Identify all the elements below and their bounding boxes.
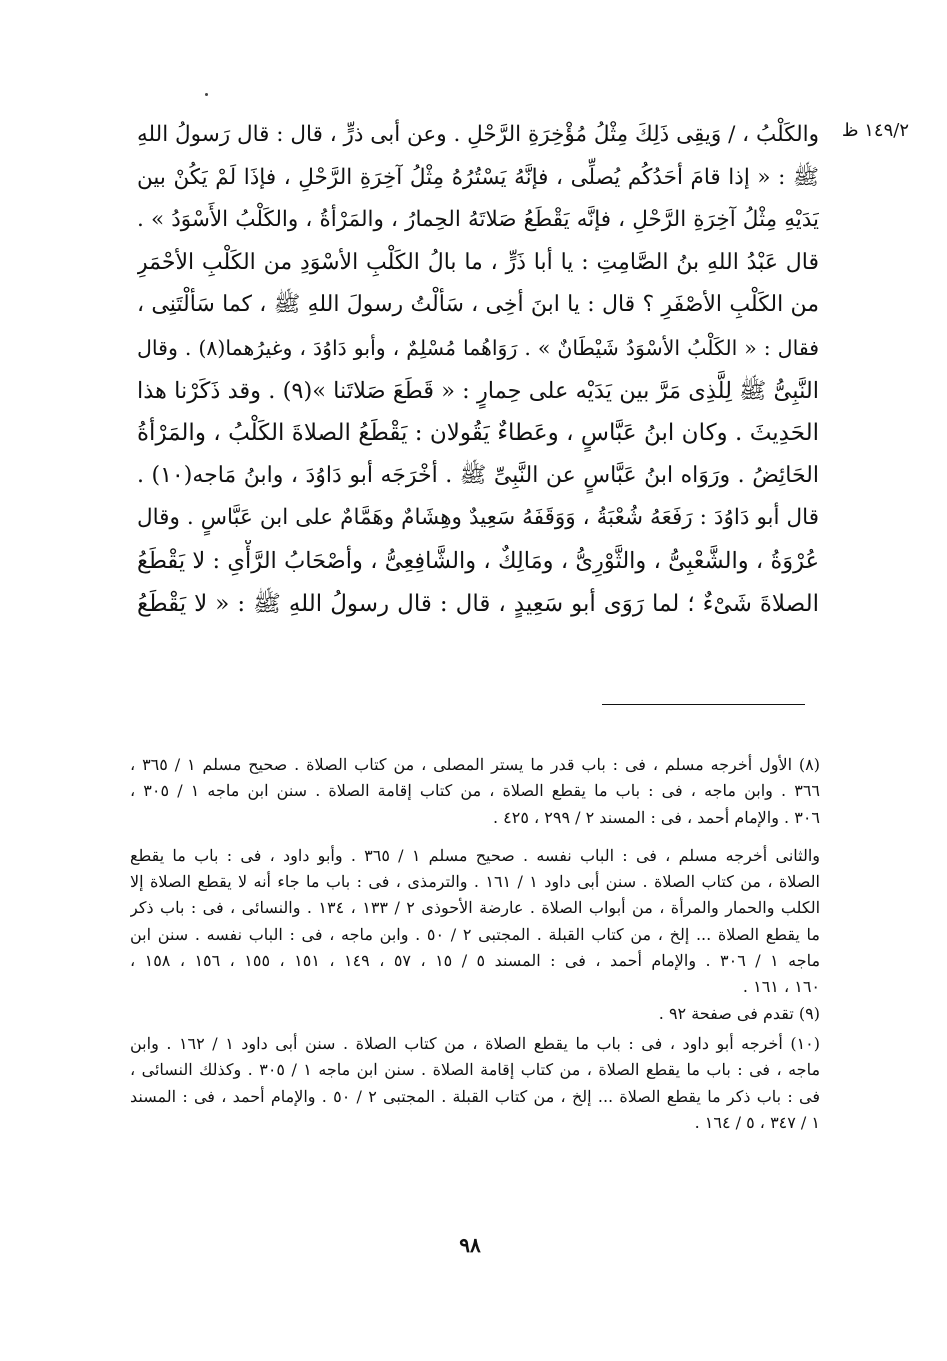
footnote-line: (١٠) أخرجه أبو داود ، فى : باب ما يقطع الصلاة ، من كتاب الصلاة . سنن أبى داود ١ / ١٦٢ . وابن bbox=[130, 1033, 820, 1053]
footnote-spacer bbox=[130, 831, 820, 843]
body-line: قال أبو دَاوُدَ : رَفَعَهُ شُعْبَةُ ، وَوَقَفَهُ سَعِيدٌ وهِشَامٌ وهَمَّامٌ على ابن عَبَّاسٍ . وقال bbox=[137, 505, 819, 531]
body-line: فقال : « الكَلْبُ الأسْوَدُ شَيْطَانٌ » . رَوَاهُما مُسْلِمٌ ، وأبو دَاوُدَ ، وغيرُهما(٨) . وقال bbox=[137, 335, 819, 360]
footnote-line: (٨) الأول أخرجه مسلم ، فى : باب قدر ما يستر المصلى ، من كتاب الصلاة . صحيح مسلم ١ / ٣٦٥ ، bbox=[130, 755, 820, 774]
footnote-line: ١٦٠ ، ١٦١ . bbox=[742, 977, 820, 997]
footnote-line: ١ / ٣٤٧ ، ٥ / ١٦٤ . bbox=[694, 1112, 820, 1132]
scan-speck bbox=[205, 93, 208, 96]
footnote-10 bbox=[130, 1031, 820, 1136]
page-number: ٩٨ bbox=[459, 1233, 481, 1257]
footnote-line: الصلاة ، من كتاب الصلاة . سنن أبى داود ١ / ١٦١ . والترمذى ، فى : باب ما جاء أنه لا يقطع الصلاة إلا bbox=[130, 872, 820, 892]
footnote-8 bbox=[130, 752, 820, 831]
body-line: الحَائِضُ . ورَوَاه ابنُ عَبَّاسٍ عن النَّبِىِّ ﷺ . أخْرَجَه أبو دَاوُدَ ، وابنُ مَاجه(١٠) . bbox=[137, 462, 819, 488]
body-line: ﷺ : « إذا قامَ أحَدُكُم يُصلِّى ، فإنَّهُ يَسْتُرُهُ مِثْلُ آخِرَةِ الرَّحْلِ ، فإذَا لَمْ يَكُنْ بين bbox=[137, 164, 819, 190]
footnote-line: (٩) تقدم فى صفحة ٩٢ . bbox=[658, 1003, 820, 1023]
footnote-8-second bbox=[130, 843, 820, 1001]
footnote-line: ما يقطع الصلاة ... إلخ ، من كتاب القبلة . المجتبى ٢ / ٥٠ . وابن ماجه ، فى : الباب نفسه . سنن ابن bbox=[130, 924, 820, 944]
footnote-line: فى : باب ذكر ما يقطع الصلاة ... إلخ ، من كتاب القبلة . المجتبى ٢ / ٥٠ . والإمام أحمد ، فى : المسند bbox=[130, 1086, 820, 1106]
footnote-line: ماجه ، فى : باب ما يقطع الصلاة ، من كتاب إقامة الصلاة . سنن ابن ماجه ١ / ٣٠٥ . وكذلك النسائى ، bbox=[130, 1060, 820, 1080]
marginal-folio-reference: ١٤٩/٢ ظ bbox=[841, 120, 909, 141]
body-line: يَدَيْهِ مِثْلُ آخِرَةِ الرَّحْلِ ، فإنَّه يَقْطَعُ صَلاتَهُ الحِمارُ ، والمَرْأةُ ، والكَلْبُ الأَسْوَدُ » . bbox=[137, 207, 819, 233]
footnote-line: والثانى أخرجه مسلم ، فى : الباب نفسه . صحيح مسلم ١ / ٣٦٥ . وأبو داود ، فى : باب ما يقطع bbox=[130, 845, 820, 865]
body-line: عُرْوَةُ ، والشَّعْبِىُّ ، والثَّوْرِىُّ ، ومَالِكٌ ، والشَّافِعِىُّ ، وأصْحَابُ الرَّأْىِ : لا يَقْطَعُ bbox=[137, 547, 819, 574]
footnote-line: ٣٠٦ . والإمام أحمد ، فى : المسند ٢ / ٢٩٩ ، ٤٢٥ . bbox=[492, 807, 820, 827]
footnote-separator bbox=[602, 704, 805, 705]
main-body-text bbox=[137, 114, 819, 625]
body-line: النَّبِىُّ ﷺ لِلَّذِى مَرَّ بين يَدَيْه على حِمارٍ : « قَطَعَ صَلاتَنا »(٩) . وقد ذَكَرْنا هذا bbox=[137, 377, 819, 404]
body-line: والكَلْبُ ، / وَيقِى ذَلِكَ مِثْلُ مُؤْخِرَةِ الرَّحْلِ . وعن أبى ذرٍّ ، قال : قال رَسولُ اللهِ bbox=[137, 122, 819, 147]
footnotes bbox=[130, 752, 820, 1136]
body-line: قال عَبْدُ اللهِ بنُ الصَّامِتِ : يا أبا ذَرٍّ ، ما بالُ الكَلْبِ الأسْوَدِ من الكَلْبِ الأحْمَرِ bbox=[137, 249, 819, 275]
footnote-line: ٣٦٦ . وابن ماجه ، فى : باب ما يقطع الصلاة ، من كتاب إقامة الصلاة . سنن ابن ماجه ١ / ٣٠٥ ، bbox=[130, 781, 820, 801]
footnote-line: الكلب والحمار والمرأة ، من أبواب الصلاة . عارضة الأحوذى ٢ / ١٣٣ ، ١٣٤ . والنسائى ، فى : باب ذكر bbox=[130, 898, 820, 918]
body-line: الصلاةَ شَىْءٌ ؛ لما رَوَى أبو سَعِيدٍ ، قال : قال رسولُ اللهِ ﷺ : « لا يَقْطَعُ bbox=[137, 590, 819, 617]
footnote-9 bbox=[130, 1001, 820, 1027]
footnote-line: ماجه ١ / ٣٠٦ . والإمام أحمد ، فى : المسند ٥ / ١٥ ، ٥٧ ، ١٤٩ ، ١٥١ ، ١٥٥ ، ١٥٦ ، ١٥٨ ، bbox=[130, 951, 820, 971]
body-line: من الكَلْبِ الأصْفَرِ ؟ قال : يا ابنَ أخِى ، سَألْتُ رسولَ اللهِ ﷺ ، كما سَألْتَنِى ، bbox=[137, 292, 819, 318]
body-line: الحَدِيثَ . وكان ابنُ عَبَّاسٍ ، وعَطاءٌ يَقُولان : يَقْطَعُ الصلاةَ الكَلْبُ ، والمَرْأةُ bbox=[137, 420, 819, 447]
